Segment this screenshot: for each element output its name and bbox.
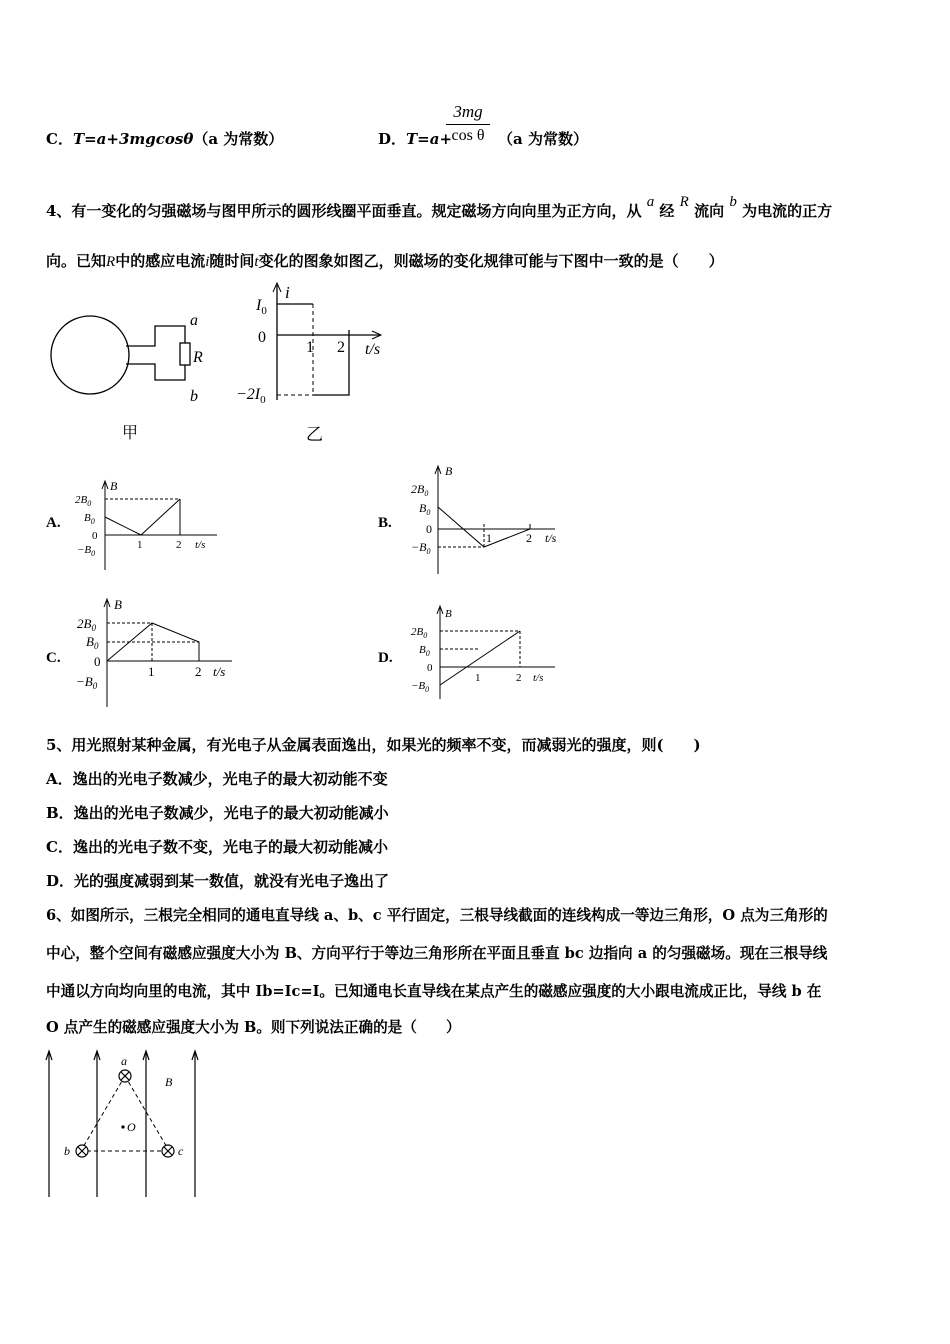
graph-option-a — [72, 475, 222, 575]
q5-option-a[interactable]: A．逸出的光电子数减少，光电子的最大初动能不变 — [46, 770, 388, 788]
svg-text:2: 2 — [195, 664, 202, 679]
q5-option-d[interactable]: D．光的强度减弱到某一数值，就没有光电子逸出了 — [46, 872, 390, 890]
figure-jia-coil — [40, 300, 220, 450]
svg-text:0: 0 — [92, 530, 98, 542]
svg-text:B0: $B_0$ — [419, 501, 431, 517]
svg-text:t/s: t/s — [213, 664, 226, 679]
svg-text:1: 1 — [306, 339, 314, 356]
formula: T=a+3mgcosθ — [72, 130, 194, 148]
svg-text:B: B — [110, 479, 118, 493]
formula-prefix: T=a+ — [406, 130, 453, 148]
q5-option-c[interactable]: C．逸出的光电子数不变，光电子的最大初动能减小 — [46, 838, 388, 856]
svg-text:1: 1 — [486, 531, 492, 545]
svg-text:2: 2 — [337, 339, 345, 356]
q6-stem-line2: 中心，整个空间有磁感应强度大小为 B、方向平行于等边三角形所在平面且垂直 bc 边指向 a 的匀强磁场。现在三根导线 — [46, 945, 828, 962]
svg-text:B: B — [445, 464, 453, 478]
figure-yi-current-graph — [230, 280, 400, 450]
fraction-denominator: cos θ — [451, 127, 485, 144]
q6-stem-line4: O 点产生的磁感应强度大小为 B。则下列说法正确的是（ ） — [46, 1019, 461, 1036]
figure-q6-wires — [40, 1045, 210, 1205]
q3-d-note: （a 为常数） — [498, 130, 588, 148]
option-label: D． — [378, 130, 407, 148]
label-R: R — [193, 349, 203, 366]
svg-text:B: B — [445, 608, 452, 620]
option-label: C． — [46, 130, 73, 148]
svg-text:0: 0 — [426, 522, 432, 536]
svg-text:−B0: $-B_0$ — [77, 544, 96, 558]
axis-i: i — [285, 283, 290, 302]
fraction-bar — [446, 124, 490, 125]
note: （a 为常数） — [193, 130, 284, 148]
q4-option-b[interactable]: B. — [378, 515, 392, 531]
svg-text:b: b — [64, 1144, 70, 1158]
caption-jia: 甲 — [122, 425, 139, 442]
svg-text:2B0: $2B_0$ — [411, 482, 429, 498]
svg-text:0: 0 — [427, 662, 433, 674]
svg-text:a: a — [121, 1054, 127, 1068]
svg-text:t/s: t/s — [533, 672, 544, 684]
svg-text:t/s: t/s — [195, 539, 206, 551]
svg-text:B0: $B_0$ — [86, 634, 99, 651]
q4-stem-line2: 向。已知R中的感应电流i随时间t变化的图象如图乙，则磁场的变化规律可能与下图中一致的是（ ） — [46, 252, 724, 270]
graph-option-c — [72, 595, 242, 710]
wire-b-icon — [76, 1145, 88, 1157]
svg-text:t/s: t/s — [545, 531, 557, 545]
q4-option-d[interactable]: D. — [378, 650, 393, 666]
svg-text:−B0: $-B_0$ — [76, 674, 98, 691]
wire-c-icon — [162, 1145, 174, 1157]
svg-text:2: 2 — [176, 539, 182, 551]
svg-text:0: 0 — [94, 654, 101, 669]
q3-option-c[interactable] — [46, 128, 283, 149]
svg-text:2: 2 — [526, 531, 532, 545]
svg-text:−B0: $-B_0$ — [411, 540, 431, 556]
q4-option-c[interactable]: C. — [46, 650, 61, 666]
q6-stem-line1: 6、如图所示，三根完全相同的通电直导线 a、b、c 平行固定，三根导线截面的连线构成一等边三角形，O 点为三角形的 — [46, 907, 828, 924]
svg-text:c: c — [178, 1144, 184, 1158]
svg-text:B0: $B_0$ — [84, 512, 95, 526]
svg-text:2B0: $2B_0$ — [75, 494, 92, 508]
q5-option-b[interactable]: B．逸出的光电子数减少，光电子的最大初动能减小 — [46, 804, 389, 822]
svg-text:0: 0 — [258, 329, 266, 346]
svg-text:1: 1 — [475, 672, 481, 684]
svg-text:I0: $I_0$ — [256, 297, 267, 317]
fraction-numerator: 3mg — [453, 102, 483, 121]
svg-text:t/s: t/s — [365, 341, 381, 358]
svg-text:−2I0: $-2I_0$ — [236, 386, 266, 406]
svg-text:2B0: $2B_0$ — [411, 626, 428, 640]
q6-stem-line3: 中通以方向均向里的电流，其中 Ib=Ic=I。已知通电长直导线在某点产生的磁感应强度的大小跟电流成正比，导线 b 在 — [46, 983, 822, 1000]
svg-text:2B0: $2B_0$ — [77, 616, 96, 633]
label-b: b — [190, 388, 198, 405]
label-a: a — [190, 312, 198, 329]
caption-yi: 乙 — [306, 425, 323, 444]
svg-text:2: 2 — [516, 672, 522, 684]
graph-option-d — [405, 602, 570, 702]
q3-option-d[interactable] — [378, 128, 452, 149]
wire-a-icon — [119, 1070, 131, 1082]
q4-stem-line1: 4、有一变化的匀强磁场与图甲所示的圆形线圈平面垂直。规定磁场方向向里为正方向，从 a 经 R 流向 b 为电流的正方 — [46, 194, 833, 220]
svg-text:B: B — [165, 1075, 173, 1089]
graph-option-b — [405, 462, 575, 577]
svg-text:B0: $B_0$ — [419, 644, 430, 658]
svg-text:O: O — [127, 1120, 136, 1134]
svg-text:1: 1 — [148, 664, 155, 679]
svg-text:B: B — [114, 597, 122, 612]
svg-text:1: 1 — [137, 539, 143, 551]
q4-option-a[interactable]: A. — [46, 515, 61, 531]
svg-text:−B0: $-B_0$ — [411, 680, 430, 694]
q5-stem: 5、用光照射某种金属，有光电子从金属表面逸出，如果光的频率不变，而减弱光的强度，则( ) — [46, 736, 701, 754]
